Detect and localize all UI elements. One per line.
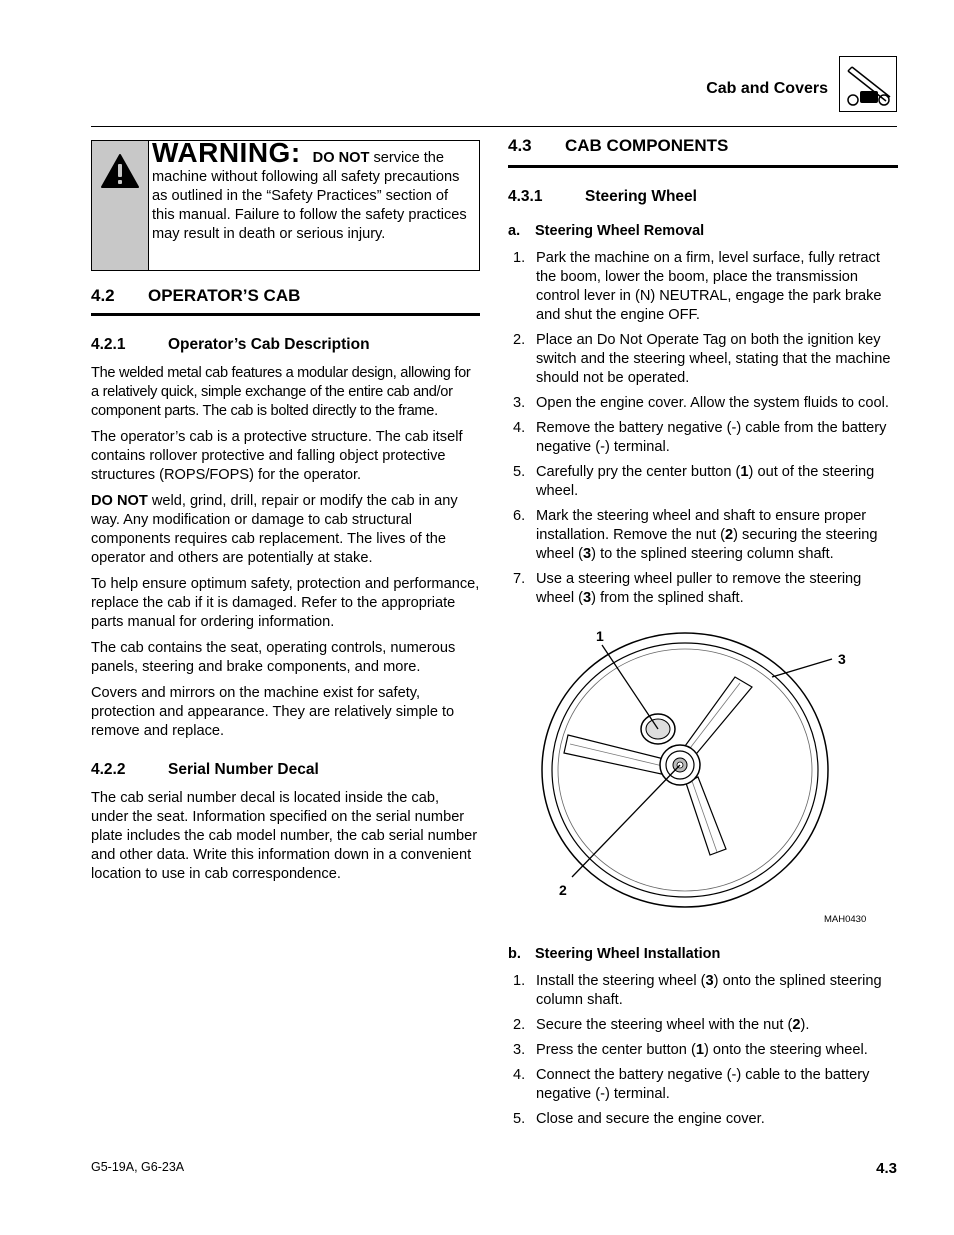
paragraph: DO NOT weld, grind, drill, repair or modify the cab in any way. Any modification or damage to cab structural components requires cab replacement. The lives of the operator and others are potentially at stake. — [91, 493, 458, 566]
section-heading: 4.2 OPERATOR’S CAB — [91, 286, 301, 305]
warning-body: service the machine without following all safety precautions as outlined in the “Safety Practices” section of this manual. Failure to follow the safety practices may result in death or serious injury. — [152, 150, 467, 242]
paragraph: The operator’s cab is a protective structure. The cab itself contains rollover protective and falling object protective structures (ROPS/FOPS) for the operator. — [91, 429, 463, 483]
warning-sidebar — [92, 141, 149, 270]
paragraph: The cab contains the seat, operating controls, numerous panels, steering and brake components, and more. — [91, 640, 456, 675]
step-text: Press the center button ( — [536, 1042, 696, 1058]
step-item — [508, 331, 898, 388]
step-text: Place an Do Not Operate Tag on both the ignition key switch and the steering wheel, stating that the machine should not be operated. — [536, 332, 891, 386]
step-item — [508, 463, 898, 501]
step-item — [508, 507, 898, 564]
callout-2: 2 — [559, 882, 567, 898]
installation-procedure — [508, 946, 898, 1135]
step-number: 1. — [513, 250, 526, 266]
callout-ref: 1 — [695, 1042, 704, 1058]
paragraph: The cab serial number decal is located inside the cab, under the seat. Information specified on the serial number plate includes the cab model number, the cab serial number and other data. Write this information down in a convenient location to use in cab correspondence. — [91, 790, 478, 882]
step-text: Mark the steering wheel and shaft to ensure proper installation. Remove the nut ( — [536, 508, 867, 543]
step-number: 4. — [513, 420, 526, 436]
step-item — [508, 1110, 898, 1129]
step-text: Remove the battery negative (-) cable from the battery negative (-) terminal. — [536, 420, 887, 455]
step-text: Park the machine on a firm, level surface, fully retract the boom, lower the boom, place the transmission control lever in (N) NEUTRAL, engage the park brake and shut the engine OFF. — [536, 250, 882, 323]
header-rule — [91, 126, 897, 127]
section-4-2 — [91, 286, 480, 891]
callout-ref: 1 — [740, 464, 749, 480]
step-text: Install the steering wheel ( — [536, 973, 706, 989]
callout-ref: 2 — [792, 1017, 801, 1033]
steering-wheel-illustration — [540, 625, 870, 925]
step-number: 2. — [513, 332, 526, 348]
step-text: ) onto the splined steering column shaft. — [536, 973, 882, 1008]
warning-box — [91, 137, 480, 271]
step-number: 6. — [513, 508, 526, 524]
section-4-3 — [508, 136, 898, 614]
step-text: ) from the splined shaft. — [591, 590, 744, 606]
callout-ref: 3 — [583, 546, 592, 562]
paragraph: The welded metal cab features a modular design, allowing for a relatively quick, simple exchange of the entire cab and/or component parts. The cab is bolted directly to the frame. — [91, 365, 471, 419]
step-text: Use a steering wheel puller to remove the steering wheel ( — [536, 571, 862, 606]
callout-1: 1 — [596, 628, 604, 644]
procedure-heading-removal: a. Steering Wheel Removal — [508, 223, 705, 239]
step-number: 1. — [513, 973, 526, 989]
section-rule — [91, 313, 480, 316]
step-text: Carefully pry the center button ( — [536, 464, 741, 480]
section-heading: 4.3 CAB COMPONENTS — [508, 136, 729, 155]
step-item — [508, 394, 898, 413]
step-number: 5. — [513, 1111, 526, 1127]
warning-text — [152, 137, 474, 244]
callout-ref: 3 — [583, 590, 592, 606]
step-text: Open the engine cover. Allow the system fluids to cool. — [536, 395, 889, 411]
step-text: Close and secure the engine cover. — [536, 1111, 765, 1127]
step-item — [508, 570, 898, 608]
section-title: Cab and Covers — [706, 80, 828, 97]
step-text: ) out of the steering wheel. — [536, 464, 875, 499]
subsection-heading: 4.2.2 Serial Number Decal — [91, 761, 319, 778]
step-number: 2. — [513, 1017, 526, 1033]
steering-wheel-figure — [540, 625, 870, 925]
callout-ref: 2 — [725, 527, 734, 543]
paragraph: To help ensure optimum safety, protection and performance, replace the cab if it is damaged. Refer to the appropriate parts manual for ordering information. — [91, 576, 480, 630]
step-item — [508, 419, 898, 457]
paragraph: Covers and mirrors on the machine exist for safety, protection and appearance. They are relatively simple to remove and replace. — [91, 685, 455, 739]
removal-steps — [508, 249, 898, 608]
step-item — [508, 1041, 898, 1060]
warning-title: WARNING: — [152, 137, 301, 168]
step-item — [508, 972, 898, 1010]
step-number: 4. — [513, 1067, 526, 1083]
step-text: ) onto the steering wheel. — [703, 1042, 868, 1058]
page-number: 4.3 — [876, 1160, 897, 1177]
callout-ref: 3 — [705, 973, 714, 989]
subsection-heading: 4.2.1 Operator’s Cab Description — [91, 336, 370, 353]
step-item — [508, 1016, 898, 1035]
warning-lead: DO NOT — [312, 150, 370, 166]
subsection-heading: 4.3.1 Steering Wheel — [508, 188, 697, 205]
machine-telehandler-icon — [839, 56, 897, 112]
step-text: Secure the steering wheel with the nut ( — [536, 1017, 793, 1033]
step-number: 5. — [513, 464, 526, 480]
footer-models: G5-19A, G6-23A — [91, 1160, 185, 1174]
step-text: Connect the battery negative (-) cable to the battery negative (-) terminal. — [536, 1067, 870, 1102]
step-text: ) to the splined steering column shaft. — [591, 546, 834, 562]
figure-id: MAH0430 — [824, 914, 867, 925]
section-rule — [508, 165, 898, 168]
step-item — [508, 249, 898, 325]
step-number: 7. — [513, 571, 526, 587]
step-text: ) securing the steering wheel ( — [536, 527, 878, 562]
step-number: 3. — [513, 395, 526, 411]
step-number: 3. — [513, 1042, 526, 1058]
callout-3: 3 — [838, 651, 846, 667]
warning-triangle-icon — [100, 153, 140, 189]
installation-steps — [508, 972, 898, 1129]
step-text: ). — [800, 1017, 810, 1033]
procedure-heading-installation: b. Steering Wheel Installation — [508, 946, 721, 962]
step-item — [508, 1066, 898, 1104]
